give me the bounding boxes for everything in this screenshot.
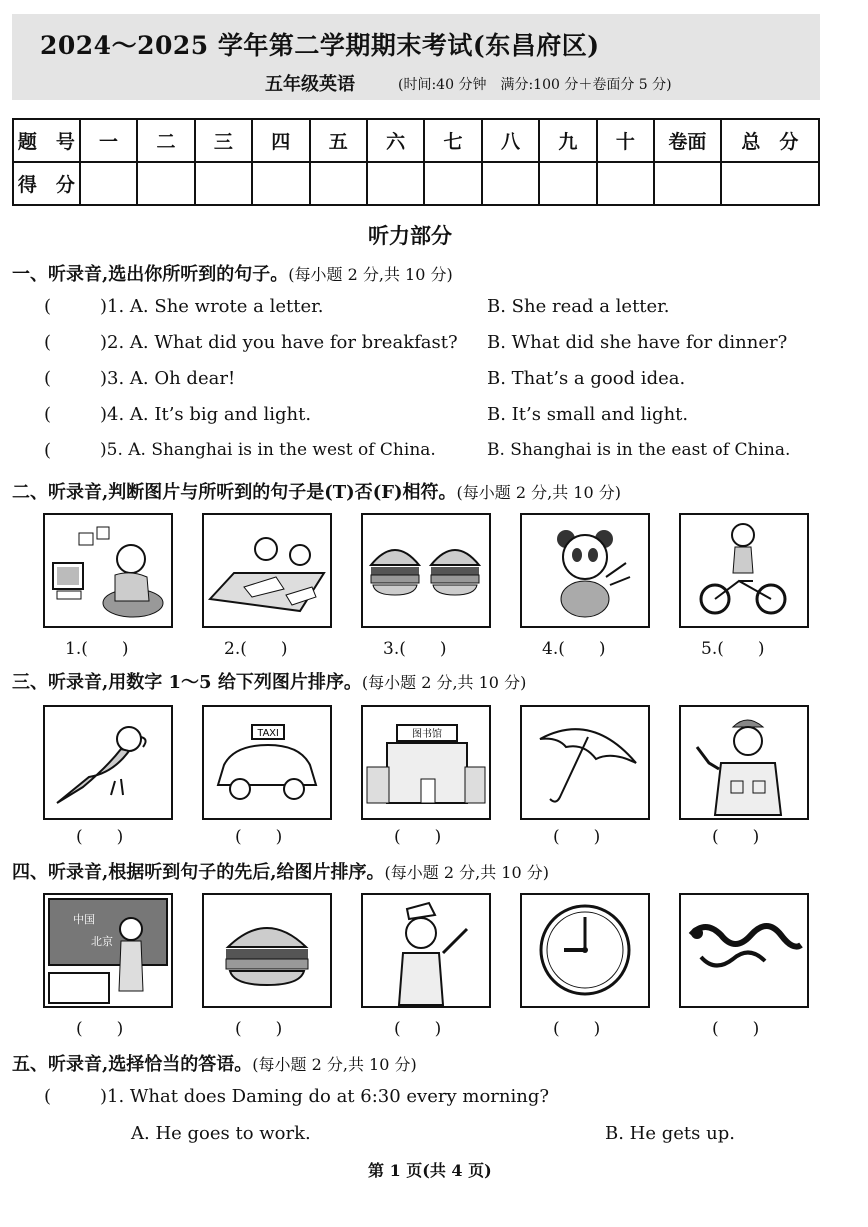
board-text-2: 北京 xyxy=(91,935,113,948)
part1-answer-paren[interactable]: ( xyxy=(44,368,52,389)
part5-points: (每小题 2 分,共 10 分) xyxy=(252,1055,417,1074)
score-header-cell: 八 xyxy=(482,119,539,162)
part3-answer-label[interactable]: ( ) xyxy=(76,827,124,847)
boy-riding-bike-icon xyxy=(679,513,809,628)
score-header-cell: 一 xyxy=(80,119,137,162)
part1-option-a: )3. A. Oh dear! xyxy=(100,368,236,389)
teacher-blackboard-icon xyxy=(43,893,173,1008)
score-input-cell[interactable] xyxy=(195,162,252,205)
exam-subtitle: 五年级英语 xyxy=(265,74,355,95)
girl-watching-tv-icon xyxy=(43,513,173,628)
exam-time-note: (时间:40 分钟 满分:100 分＋卷面分 5 分) xyxy=(398,77,672,93)
part1-answer-paren[interactable]: ( xyxy=(44,440,52,461)
score-header-cell: 总 分 xyxy=(721,119,819,162)
score-header-cell: 卷面 xyxy=(654,119,721,162)
score-input-cell[interactable] xyxy=(80,162,137,205)
score-row-label: 得 分 xyxy=(13,162,80,205)
part3-heading xyxy=(12,668,526,694)
part1-option-b: B. Shanghai is in the east of China. xyxy=(487,440,791,460)
part1-answer-paren[interactable]: ( xyxy=(44,404,52,425)
score-header-cell: 二 xyxy=(137,119,194,162)
hamburger-icon xyxy=(202,893,332,1008)
panda-icon xyxy=(520,513,650,628)
score-input-cell[interactable] xyxy=(310,162,367,205)
score-header-cell: 六 xyxy=(367,119,424,162)
score-header-cell: 四 xyxy=(252,119,309,162)
part1-heading xyxy=(12,260,453,286)
score-table-score-row xyxy=(13,162,819,205)
part3-answer-label[interactable]: ( ) xyxy=(712,827,760,847)
part1-option-b: B. What did she have for dinner? xyxy=(487,332,788,353)
library-icon xyxy=(361,705,491,820)
part5-heading-text: 五、听录音,选择恰当的答语。 xyxy=(12,1054,253,1075)
part1-option-a: )4. A. It’s big and light. xyxy=(100,404,312,425)
score-input-cell[interactable] xyxy=(482,162,539,205)
taxi-icon xyxy=(202,705,332,820)
part3-points: (每小题 2 分,共 10 分) xyxy=(361,673,527,692)
part2-answer-label[interactable]: 2.( ) xyxy=(224,639,288,659)
hamburgers-icon xyxy=(361,513,491,628)
children-reading-icon xyxy=(202,513,332,628)
part2-answer-label[interactable]: 5.( ) xyxy=(701,639,765,659)
score-header-cell: 七 xyxy=(424,119,481,162)
part1-option-b: B. It’s small and light. xyxy=(487,404,689,425)
umbrella-icon xyxy=(520,705,650,820)
part2-answer-label[interactable]: 4.( ) xyxy=(542,639,606,659)
part4-heading xyxy=(12,858,549,884)
score-input-cell[interactable] xyxy=(367,162,424,205)
library-sign-text: 图书馆 xyxy=(412,729,442,740)
listening-section-title: 听力部分 xyxy=(368,223,452,248)
part5-heading xyxy=(12,1050,417,1076)
score-input-cell[interactable] xyxy=(654,162,721,205)
part1-option-b: B. That’s a good idea. xyxy=(487,368,686,389)
score-header-cell: 三 xyxy=(195,119,252,162)
score-input-cell[interactable] xyxy=(137,162,194,205)
part2-heading-text: 二、听录音,判断图片与所听到的句子是(T)否(F)相符。 xyxy=(12,482,457,503)
score-header-cell: 十 xyxy=(597,119,654,162)
part5-option-b: B. He gets up. xyxy=(605,1123,735,1144)
score-header-cell: 九 xyxy=(539,119,596,162)
score-input-cell[interactable] xyxy=(539,162,596,205)
worker-icon xyxy=(679,705,809,820)
score-table xyxy=(12,118,820,206)
score-input-cell[interactable] xyxy=(252,162,309,205)
part4-answer-label[interactable]: ( ) xyxy=(394,1019,442,1039)
part1-option-a: )5. A. Shanghai is in the west of China. xyxy=(100,440,436,460)
score-table-header-row xyxy=(13,119,819,162)
part3-answer-label[interactable]: ( ) xyxy=(394,827,442,847)
nurse-icon xyxy=(361,893,491,1008)
part2-answer-label[interactable]: 1.( ) xyxy=(65,639,129,659)
score-header-cell: 题 号 xyxy=(13,119,80,162)
part4-points: (每小题 2 分,共 10 分) xyxy=(384,863,549,882)
score-input-cell[interactable] xyxy=(424,162,481,205)
part1-option-b: B. She read a letter. xyxy=(487,296,670,317)
part3-heading-text: 三、听录音,用数字 1～5 给下列图片排序。 xyxy=(12,672,362,693)
part4-answer-label[interactable]: ( ) xyxy=(76,1019,124,1039)
part3-answer-label[interactable]: ( ) xyxy=(235,827,283,847)
taxi-sign-text: TAXI xyxy=(257,728,279,739)
part4-answer-label[interactable]: ( ) xyxy=(235,1019,283,1039)
part5-question: )1. What does Daming do at 6:30 every morning? xyxy=(100,1086,549,1107)
part5-answer-paren[interactable]: ( xyxy=(44,1086,52,1107)
part4-answer-label[interactable]: ( ) xyxy=(712,1019,760,1039)
page-title: 2024～2025 学年第二学期期末考试(东昌府区) xyxy=(40,31,600,60)
part2-points: (每小题 2 分,共 10 分) xyxy=(456,483,621,502)
part1-option-a: )1. A. She wrote a letter. xyxy=(100,296,324,317)
part1-heading-text: 一、听录音,选出你所听到的句子。 xyxy=(12,264,289,285)
part4-heading-text: 四、听录音,根据听到句子的先后,给图片排序。 xyxy=(12,862,385,883)
score-input-cell[interactable] xyxy=(597,162,654,205)
part1-answer-paren[interactable]: ( xyxy=(44,296,52,317)
part4-answer-label[interactable]: ( ) xyxy=(553,1019,601,1039)
part5-option-a: A. He goes to work. xyxy=(131,1123,311,1144)
page-footer: 第 1 页(共 4 页) xyxy=(368,1161,492,1180)
clock-icon xyxy=(520,893,650,1008)
score-input-cell[interactable] xyxy=(721,162,819,205)
dragon-icon xyxy=(679,893,809,1008)
part1-points: (每小题 2 分,共 10 分) xyxy=(288,265,453,284)
part2-heading xyxy=(12,478,621,504)
part3-answer-label[interactable]: ( ) xyxy=(553,827,601,847)
parrot-icon xyxy=(43,705,173,820)
score-header-cell: 五 xyxy=(310,119,367,162)
part1-option-a: )2. A. What did you have for breakfast? xyxy=(100,332,458,353)
part2-answer-label[interactable]: 3.( ) xyxy=(383,639,447,659)
part1-answer-paren[interactable]: ( xyxy=(44,332,52,353)
board-text-1: 中国 xyxy=(73,913,95,926)
